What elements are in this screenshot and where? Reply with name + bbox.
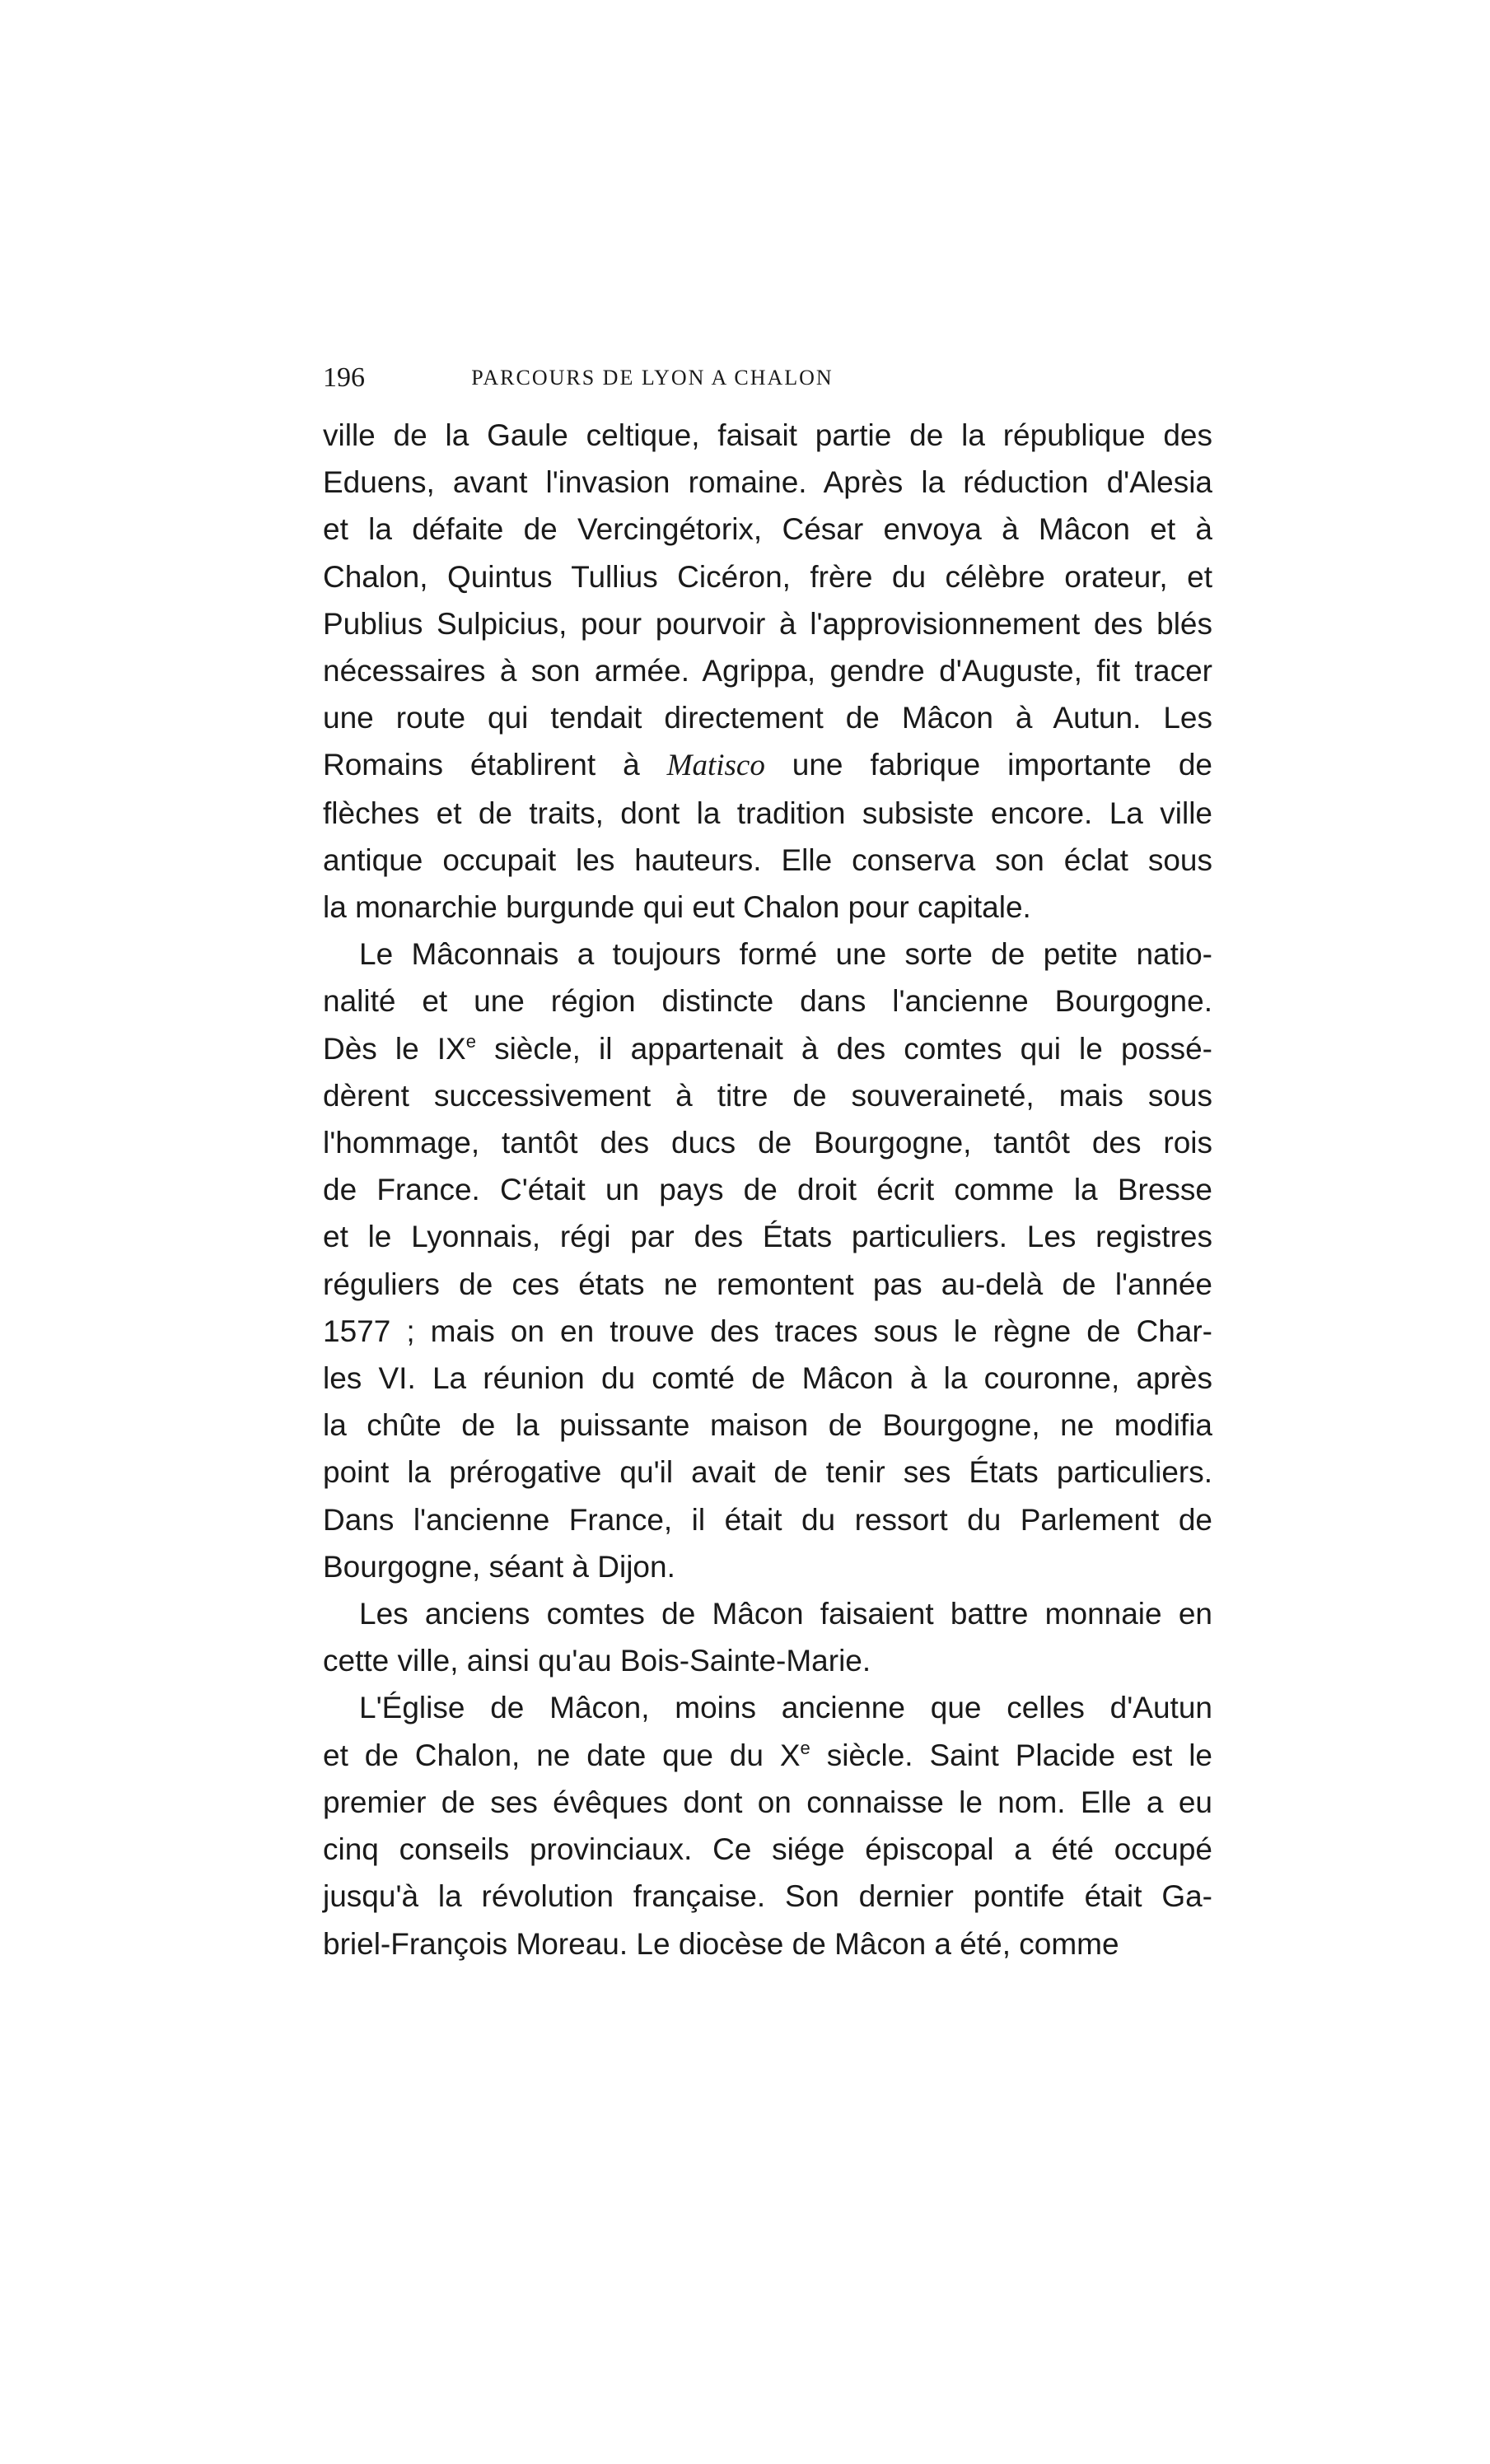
paragraph <box>323 1590 1212 1684</box>
text-line: premier de ses évêques dont on connaisse le nom. Elle a eu <box>323 1785 1212 1819</box>
text-line: Bourgogne, séant à Dijon. <box>323 1549 675 1584</box>
paragraph <box>323 931 1212 1590</box>
text-line: cette ville, ainsi qu'au Bois-Sainte-Marie. <box>323 1644 871 1678</box>
text-line: Le Mâconnais a toujours formé une sorte de petite natio- <box>359 937 1212 972</box>
text-line: Dès le IXe siècle, il appartenait à des comtes qui le possé- <box>323 1030 1212 1066</box>
text-line: réguliers de ces états ne remontent pas au-delà de l'année <box>323 1267 1212 1301</box>
text-line: et la défaite de Vercingétorix, César envoya à Mâcon et à <box>323 512 1212 547</box>
text-line: Chalon, Quintus Tullius Cicéron, frère du célèbre orateur, et <box>323 559 1212 594</box>
page-header <box>323 362 982 395</box>
paragraph <box>323 1684 1212 1967</box>
text-line: Dans l'ancienne France, il était du ressort du Parlement de <box>323 1502 1212 1537</box>
text-line: Les anciens comtes de Mâcon faisaient battre monnaie en <box>359 1597 1212 1631</box>
text-line: point la prérogative qu'il avait de tenir ses États particuliers. <box>323 1455 1212 1490</box>
text-line: jusqu'à la révolution française. Son dernier pontife était Ga- <box>323 1879 1212 1914</box>
page-number: 196 <box>323 362 365 393</box>
text-line: cinq conseils provinciaux. Ce siége épiscopal a été occupé <box>323 1832 1212 1867</box>
text-line: 1577 ; mais on en trouve des traces sous le règne de Char- <box>323 1314 1212 1348</box>
text-line: antique occupait les hauteurs. Elle conserva son éclat sous <box>323 842 1212 877</box>
text-line: une route qui tendait directement de Mâcon à Autun. Les <box>323 701 1212 735</box>
text-line: et de Chalon, ne date que du Xe siècle. Saint Placide est le <box>323 1737 1212 1772</box>
text-line: nécessaires à son armée. Agrippa, gendre d'Auguste, fit tracer <box>323 654 1212 688</box>
text-line: les VI. La réunion du comté de Mâcon à la couronne, après <box>323 1361 1212 1396</box>
text-line: l'hommage, tantôt des ducs de Bourgogne, tantôt des rois <box>323 1126 1212 1160</box>
text-line: la monarchie burgunde qui eut Chalon pour capitale. <box>323 890 1031 925</box>
body-text <box>323 412 1212 1967</box>
text-line: la chûte de la puissante maison de Bourgogne, ne modifia <box>323 1408 1212 1443</box>
text-line: flèches et de traits, dont la tradition subsiste encore. La ville <box>323 796 1212 830</box>
text-line: de France. C'était un pays de droit écrit comme la Bresse <box>323 1173 1212 1207</box>
paragraph <box>323 412 1212 931</box>
text-line: Publius Sulpicius, pour pourvoir à l'approvisionnement des blés <box>323 606 1212 641</box>
running-head: PARCOURS DE LYON A CHALON <box>471 366 834 390</box>
text-line: ville de la Gaule celtique, faisait partie de la république des <box>323 418 1212 452</box>
text-line: Romains établirent à Matisco une fabrique importante de <box>323 748 1213 783</box>
text-line: et le Lyonnais, régi par des États particuliers. Les registres <box>323 1220 1212 1254</box>
text-line: Eduens, avant l'invasion romaine. Après la réduction d'Alesia <box>323 465 1212 500</box>
text-line: briel-François Moreau. Le diocèse de Mâcon a été, comme <box>323 1926 1119 1961</box>
text-line: nalité et une région distincte dans l'ancienne Bourgogne. <box>323 984 1212 1019</box>
text-line: dèrent successivement à titre de souveraineté, mais sous <box>323 1078 1212 1113</box>
text-line: L'Église de Mâcon, moins ancienne que celles d'Autun <box>359 1691 1212 1725</box>
